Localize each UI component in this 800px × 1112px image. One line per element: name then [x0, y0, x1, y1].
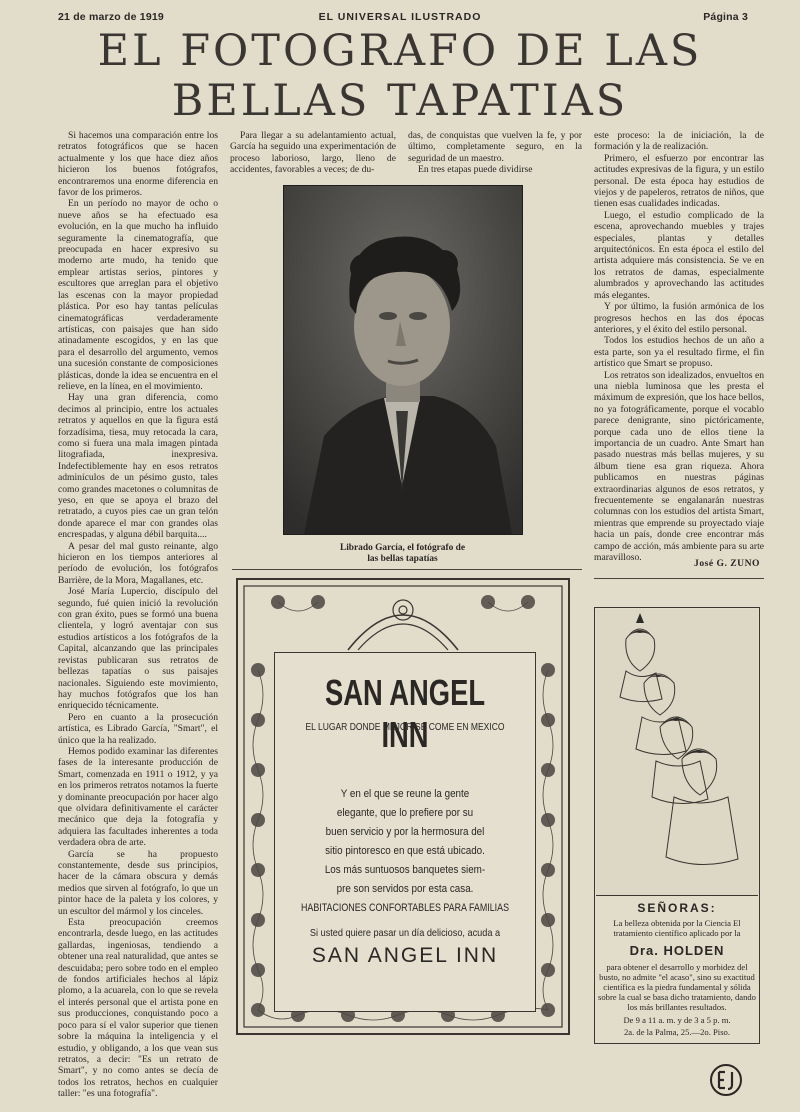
publisher-monogram-icon: [709, 1063, 743, 1097]
ad-name-repeat: SAN ANGEL INN: [311, 944, 499, 967]
article-paragraph: Hay una gran diferencia, como decimos al principio, entre los actuales retratos y aquellos en que la figura está forzadísima, tiesa, muy retocada la cara, como si fuera una mala imagen pintada litografiada, inexpresiva. Indefectiblemente hay en esos retratos adminículos de un pésimo gusto, tales como grandes macetones o columnitas de yeso, en que se apoya el brazo del retratado, a cuyos pies cae un gran telón donde aparece el mar con grandes olas encrespadas, y alguna débil barquita....: [58, 392, 218, 541]
portrait-photo: [283, 185, 523, 535]
divider: [232, 569, 582, 570]
article-paragraph: Luego, el estudio complicado de la escena, aprovechando muebles y trajes especiales, plantas y detalles arquitectónicos. En esta época el estilo del artista adquiere más consistencia. Se ve en los retratos de damas, especialmente alumbrados y aprovechando las actitudes más elegantes.: [594, 209, 764, 301]
author-signature: José G. ZUNO: [694, 558, 760, 569]
article-paragraph: Los retratos son idealizados, envueltos en una niebla luminosa que les presta el máximum de expresión, que los hace bellos, no ya fotográficamente, porque el vocablo parece denigrante, sino pictóricamente, porque cada uno de ellos tiene la importancia de un cuadro. Ante Smart han pasado nuestras más bellas mujeres, y su álbum tiene esa gran riqueza. Ahora publicamos en nuestras páginas extraordinarias algunos de esos retratos, y frecuentemente se engalanarán nuestras columnas con los estudios del artista Smart, mientras que emprende su proyectado viaje hacia un país, donde cree encontrar más campo de acción, más ambiente para su arte maravilloso.: [594, 369, 764, 564]
side-ad-doctor-name: Dra. HOLDEN: [629, 943, 725, 958]
article-paragraph: Si hacemos una comparación entre los retratos fotográficos que se hacen actualmente y los que hace diez años hicieron los buenos fotógrafos, encontraremos una enorme diferencia en favor de los primeros.: [58, 130, 218, 199]
divider: [594, 578, 764, 579]
ad-body-line: buen servicio y por la hermosura del: [325, 826, 485, 838]
article-column-4: [594, 130, 764, 564]
article-paragraph: Hemos podido examinar las diferentes fases de la interesante producción de Smart, comenzada en 1911 o 1912, y ya en los primeros retratos notamos la fuerte y dominante preocupación por hacer algo que olvidara definitivamente el carácter mecánico que deja la fotografía y adquiera las facultades inherentes a toda verdadera obra de arte.: [58, 745, 218, 849]
ad-body-line: pre son servidos por esta casa.: [336, 883, 474, 895]
article-paragraph: Y por último, la fusión armónica de los progresos hechos en las dos épocas anteriores, y el éxito del estilo personal.: [594, 301, 764, 335]
article-paragraph: En un período no mayor de ocho o nueve años se ha efectuado esa evolución, en la que mucho ha influido seguramente la cinematografía, que preocupada en hacer expresivo su moderno arte mudo, ha tenido que emplear artistas serios, pintores y escultores que arreglan para el objetivo las escenas con la mayor propiedad plástica. Por eso hay tantas películas cinematográficas verdaderamente artísticas, con paisajes que han sido atinadamente escogidos, y en las que para el desarrollo del argumento, vemos una sucesión constante de composiciones plásticas, donde la idea se encuentra en el relieve, en la línea, en el movimiento.: [58, 198, 218, 392]
ad-title: SAN ANGEL INN: [324, 672, 486, 755]
article-paragraph: Esta preocupación creemos encontrarla, desde luego, en las actitudes gallardas, ingeniosas, tendiendo a obtener una real naturalidad, que antes se descuidaba; pero sobre todo en el empleo de fondos artificiales hechos al lápiz plomo, a la acuarela, con lo que se revela el interés personal que el artista pone en sus producciones, conquistando poco a poco para sí el valor superior que tienen sobre la máquina la inteligencia y el estudio, y obligando, a los que vean sus retratos, a decir: "Es un retrato de Smart", y no como antes se decía de todos los retratos, hechos en cualquier taller: "es una fotografía".: [58, 917, 218, 1100]
article-paragraph: Para llegar a su adelantamiento actual, García ha seguido una experimentación de proceso laborioso, largo, lleno de accidentes, favorables a veces; de du-: [230, 130, 396, 176]
side-ad-intro: La belleza obtenida por la Ciencia El tratamiento científico aplicado por la: [613, 918, 741, 938]
article-paragraph: Todos los estudios hechos de un año a esta parte, son ya el resultado firme, el fin artístico que Smart se propuso.: [594, 335, 764, 370]
ad-subtitle: EL LUGAR DONDE MEJOR SE COME EN MEXICO: [305, 722, 505, 733]
ladies-illustration: [596, 609, 758, 896]
article-paragraph: En tres etapas puede dividirse: [418, 164, 533, 176]
article-paragraph: García se ha propuesto constantemente, desde sus principios, hacer de la cámara obscura y demás medios que sirven al fotógrafo, lo que un pintor hace de la paleta y los colores, y un escultor del mármol y los cinceles.: [58, 848, 218, 917]
caption-line: Librado García, el fotógrafo de: [339, 543, 466, 553]
headline-line-2: BELLAS TAPATIAS: [171, 76, 629, 126]
side-ad-heading: SEÑORAS:: [637, 901, 717, 915]
article-column-1: [58, 130, 218, 1100]
article-paragraph: Primero, el esfuerzo por encontrar las actitudes expresivas de la figura, y un estilo personal. De esta época hay estudios de viejos y de papeleros, retratos de niños, que tienen esas cualidades indicadas.: [594, 152, 764, 210]
article-paragraph: José María Lupercio, discípulo del segundo, fué quien inició la revolución con gran éxito, pues se formó una buena clientela, y logró aventajar con sus estudios artísticos a los fotógrafos de la Capital, alcanzando que las principales revistas publicaran sus retratos de bellezas tapatías o sus paisajes nacionales. Siguiendo este movimiento, hay muchos fotógrafos que los han enriquecido técnicamente.: [58, 586, 218, 712]
page-number: Página 3: [703, 11, 748, 23]
article-paragraph: A pesar del mal gusto reinante, algo hicieron en los tiempos anteriores al período de evolución, los fotógrafos Barrière, de la Mora, Magallanes, etc.: [58, 540, 218, 586]
side-ad-hours: De 9 a 11 a. m. y de 3 a 5 p. m.: [623, 1015, 731, 1025]
ad-body-line: sitio pintoresco en que está ubicado.: [325, 845, 485, 857]
issue-date: 21 de marzo de 1919: [58, 11, 164, 23]
article-paragraph: este proceso: la de iniciación, la de formación y la de realización.: [594, 130, 764, 153]
masthead: EL UNIVERSAL ILUSTRADO: [318, 11, 482, 23]
article-paragraph: das, de conquistas que vuelven la fe, y por último, completamente seguro, en la seguridad de un maestro.: [408, 130, 582, 164]
headline-line-1: EL FOTOGRAFO DE LAS: [97, 26, 703, 76]
ad-body-line: elegante, que lo prefiere por su: [336, 807, 474, 819]
side-ad-body: para obtener el desarrollo y morbidez del busto, no admite "el acaso", sino su exactitud científica es la piedra fundamental y sólida sobre la cual se basa dicho tratamiento, dando los más brillantes resultados.: [598, 962, 756, 1012]
ad-body-line: Los más suntuosos banquetes siem-: [324, 864, 486, 876]
article-paragraph: Pero en cuanto a la prosecución artística, es Librado García, "Smart", el único que la ha realizado.: [58, 711, 218, 746]
ladies-illustration-image: [596, 609, 758, 895]
ad-call-to-action: Si usted quiere pasar un día delicioso, acuda a: [309, 928, 501, 939]
article-column-3: [408, 130, 582, 182]
ad-body: [309, 785, 501, 899]
side-ad-address: 2a. de la Palma, 25.—2o. Piso.: [624, 1027, 730, 1037]
ad-body-line: Y en el que se reune la gente: [340, 788, 470, 800]
article-column-2: [230, 130, 396, 182]
portrait-image: [284, 186, 522, 534]
caption-line: las bellas tapatías: [367, 554, 438, 564]
photo-caption: [290, 543, 515, 565]
ad-rooms-line: HABITACIONES CONFORTABLES PARA FAMILIAS: [300, 902, 510, 914]
